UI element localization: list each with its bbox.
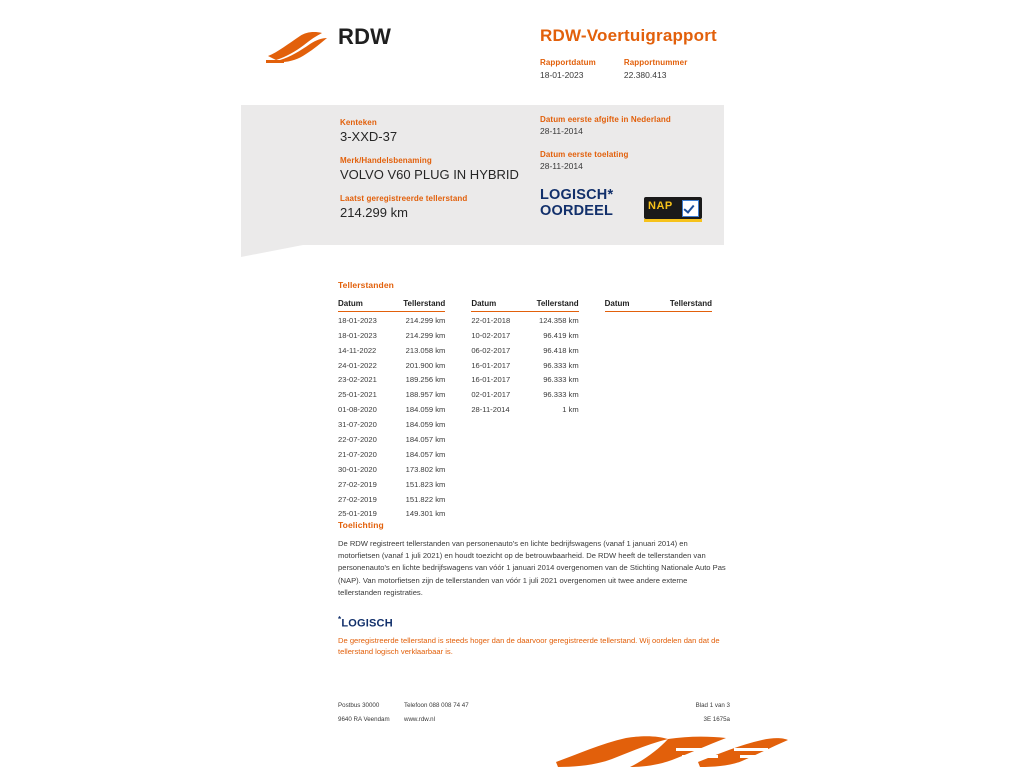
cell-value: 188.957 km <box>405 390 446 400</box>
rdw-footer-graphic-icon <box>548 736 788 768</box>
vehicle-summary-panel <box>241 105 724 245</box>
cell-value: 1 km <box>562 405 579 415</box>
cell-date: 27-02-2019 <box>338 494 377 504</box>
table-row <box>338 431 445 446</box>
cell-date: 28-11-2014 <box>471 405 510 415</box>
cell-date: 14-11-2022 <box>338 345 377 355</box>
odometer-columns <box>338 299 738 520</box>
col-head-date: Datum <box>338 299 363 308</box>
summary-left-column <box>340 118 530 232</box>
explanation-paragraph: De RDW registreert tellerstanden van personenauto's en lichte bedrijfswagens (vanaf 1 januari 2014) en motorfietsen (vanaf 1 juli 2021) en houdt toezicht op de betrouwbaarheid. De RDW heeft de tellerstanden van personenauto's en lichte bedrijfswagens van vóór 1 januari 2014 overgenomen van de Stichting Nationale Auto Pas (NAP). Van motorfietsen zijn de tellerstanden van vóór 1 juli 2021 overgenomen uit twee andere externe tellerstanden registraties. <box>338 539 726 597</box>
footer-address-line-2: 9640 RA Veendam <box>338 716 390 723</box>
cell-value: 96.418 km <box>543 345 579 355</box>
cell-value: 189.256 km <box>405 375 446 385</box>
value-first-admission: 28-11-2014 <box>540 161 583 171</box>
cell-date: 22-07-2020 <box>338 435 377 445</box>
odometer-column-1 <box>338 299 445 520</box>
cell-value: 184.057 km <box>405 435 446 445</box>
odometer-header-1 <box>338 299 445 312</box>
col-head-date: Datum <box>471 299 497 308</box>
table-row <box>338 386 445 401</box>
verdict-heading-text: LOGISCH <box>341 617 393 630</box>
explanation-section <box>338 520 730 658</box>
table-row <box>471 342 578 357</box>
table-row <box>338 342 445 357</box>
section-title-explanation: Toelichting <box>338 520 384 530</box>
table-row <box>338 476 445 491</box>
cell-value: 184.059 km <box>405 405 446 415</box>
table-row <box>471 327 578 342</box>
col-head-value: Tellerstand <box>403 299 446 308</box>
verdict-line-1: LOGISCH* <box>540 187 614 203</box>
table-row <box>471 386 578 401</box>
footer-website[interactable]: www.rdw.nl <box>404 716 435 723</box>
cell-date: 18-01-2023 <box>338 315 377 325</box>
nap-badge-icon <box>644 197 702 219</box>
cell-value: 184.059 km <box>405 420 446 430</box>
cell-value: 96.333 km <box>543 360 579 370</box>
odometer-column-3 <box>605 299 712 520</box>
check-icon <box>682 200 699 217</box>
cell-date: 01-08-2020 <box>338 405 377 415</box>
table-row <box>338 327 445 342</box>
col-head-date: Datum <box>604 299 630 308</box>
col-head-value: Tellerstand <box>536 299 579 308</box>
table-row <box>338 312 445 327</box>
cell-date: 30-01-2020 <box>338 464 377 474</box>
meta-value-report-number: 22.380.413 <box>623 70 667 80</box>
nap-underline <box>644 219 702 222</box>
cell-date: 25-01-2019 <box>338 509 377 519</box>
nap-label: NAP <box>648 200 673 212</box>
footnote-star: * <box>338 615 342 625</box>
panel-notch <box>241 245 303 257</box>
label-license-plate: Kenteken <box>340 118 377 127</box>
meta-label-report-number: Rapportnummer <box>623 58 688 67</box>
table-row <box>338 461 445 476</box>
label-last-odometer: Laatst geregistreerde tellerstand <box>340 194 468 203</box>
table-row <box>471 357 578 372</box>
cell-date: 24-01-2022 <box>338 360 377 370</box>
odometer-column-2 <box>471 299 578 520</box>
cell-value: 213.058 km <box>405 345 446 355</box>
cell-date: 06-02-2017 <box>471 345 511 355</box>
meta-report-number <box>624 58 688 80</box>
table-row <box>338 401 445 416</box>
document-header <box>0 0 1024 100</box>
meta-report-date <box>540 58 596 80</box>
cell-date: 16-01-2017 <box>471 375 511 385</box>
value-first-issue-nl: 28-11-2014 <box>540 126 583 136</box>
label-first-issue-nl: Datum eerste afgifte in Nederland <box>540 115 671 124</box>
cell-value: 214.299 km <box>405 330 446 340</box>
meta-value-report-date: 18-01-2023 <box>540 70 584 80</box>
brand-wordmark: RDW <box>338 24 392 49</box>
footer-row-2 <box>338 716 730 730</box>
table-row <box>471 312 578 327</box>
value-make-model: VOLVO V60 PLUG IN HYBRID <box>340 167 519 182</box>
verdict-heading <box>338 615 730 630</box>
verdict-line-2: OORDEEL <box>540 203 614 219</box>
footer-doc-code: 3E 1675a <box>703 716 730 723</box>
summary-right-column <box>540 115 720 219</box>
col-head-value: Tellerstand <box>669 299 712 308</box>
value-last-odometer: 214.299 km <box>340 205 408 220</box>
table-row <box>338 372 445 387</box>
document-footer <box>338 702 730 730</box>
table-row <box>338 357 445 372</box>
page-title: RDW-Voertuigrapport <box>540 26 717 45</box>
value-license-plate: 3-XXD-37 <box>340 129 398 144</box>
cell-value: 173.802 km <box>405 464 446 474</box>
cell-date: 31-07-2020 <box>338 420 377 430</box>
report-meta <box>540 58 687 80</box>
cell-date: 18-01-2023 <box>338 330 377 340</box>
cell-date: 16-01-2017 <box>471 360 511 370</box>
verdict-explanation: De geregistreerde tellerstand is steeds hoger dan de daarvoor geregistreerde tellerstand. Wij oordelen dan dat de tellerstand logisch verklaarbaar is. <box>338 635 720 657</box>
cell-date: 02-01-2017 <box>471 390 511 400</box>
cell-value: 149.301 km <box>405 509 446 519</box>
section-title-odometer: Tellerstanden <box>338 280 394 290</box>
cell-value: 96.333 km <box>543 375 579 385</box>
odometer-header-2 <box>471 299 578 312</box>
table-row <box>338 506 445 521</box>
cell-date: 22-01-2018 <box>471 315 511 325</box>
odometer-header-3 <box>605 299 712 312</box>
cell-value: 124.358 km <box>538 315 579 325</box>
table-row <box>338 416 445 431</box>
rdw-logo-icon <box>266 30 328 64</box>
cell-date: 25-01-2021 <box>338 390 377 400</box>
footer-address-line-1: Postbus 30000 <box>338 702 380 709</box>
cell-value: 151.823 km <box>405 479 446 489</box>
table-row <box>471 401 578 416</box>
cell-date: 27-02-2019 <box>338 479 377 489</box>
table-row <box>338 491 445 506</box>
label-make-model: Merk/Handelsbenaming <box>340 156 432 165</box>
cell-date: 23-02-2021 <box>338 375 377 385</box>
table-row <box>471 372 578 387</box>
footer-row-1 <box>338 702 730 716</box>
footer-page-info: Blad 1 van 3 <box>695 702 730 709</box>
cell-value: 96.333 km <box>543 390 579 400</box>
cell-value: 96.419 km <box>543 330 579 340</box>
cell-date: 21-07-2020 <box>338 449 377 459</box>
cell-value: 151.822 km <box>405 494 446 504</box>
cell-value: 214.299 km <box>405 315 446 325</box>
odometer-section <box>338 280 738 520</box>
meta-label-report-date: Rapportdatum <box>540 58 596 67</box>
footer-phone: Telefoon 088 008 74 47 <box>404 702 469 709</box>
cell-date: 10-02-2017 <box>471 330 511 340</box>
table-row <box>338 446 445 461</box>
cell-value: 201.900 km <box>405 360 446 370</box>
cell-value: 184.057 km <box>405 449 446 459</box>
label-first-admission: Datum eerste toelating <box>540 150 629 159</box>
